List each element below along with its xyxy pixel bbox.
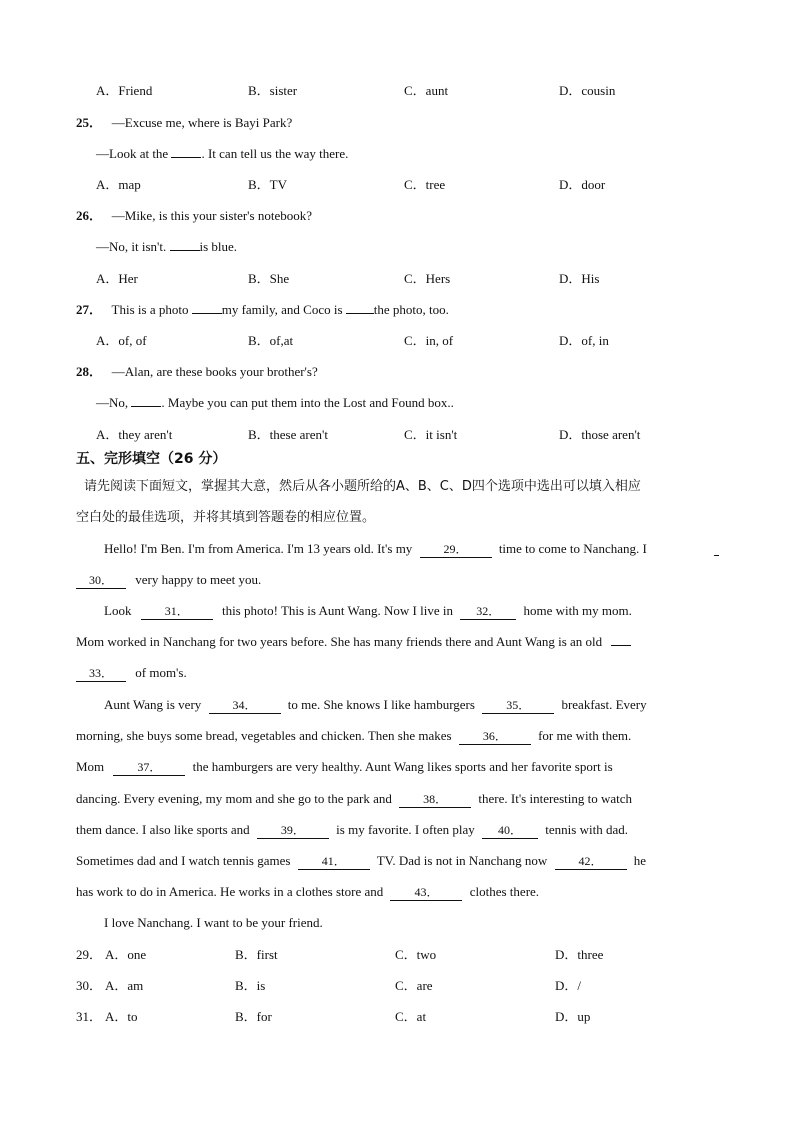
dialogue-text: —No, it isn't.	[96, 239, 167, 254]
question-text: —Mike, is this your sister's notebook?	[111, 208, 312, 223]
passage-text: to me. She knows I like hamburgers	[287, 697, 475, 712]
passage-text: of mom's.	[135, 665, 187, 680]
dialogue-text: . Maybe you can put them into the Lost and Found box..	[161, 395, 454, 410]
passage-text: I love Nanchang. I want to be your friend.	[104, 915, 323, 930]
passage-text: Aunt Wang is very	[104, 697, 202, 712]
passage-text: Hello! I'm Ben. I'm from America. I'm 13 years old. It's my	[104, 541, 413, 556]
option-b: B．TV	[248, 177, 288, 192]
blank-40: 40．	[482, 823, 538, 839]
blank-36: 36．	[459, 729, 531, 745]
option-d: D．door	[559, 177, 606, 192]
option-b: B．first	[235, 947, 278, 962]
option-c: C．at	[395, 1009, 427, 1024]
option-c: C．it isn't	[404, 427, 458, 442]
dialogue-text: is blue.	[199, 239, 238, 254]
answer-blank	[131, 406, 161, 407]
passage-text: time to come to Nanchang. I	[498, 541, 647, 556]
option-a: A．am	[105, 978, 144, 993]
blank-33: 33．	[76, 666, 126, 682]
blank-34: 34．	[209, 698, 281, 714]
option-c: C．two	[395, 947, 437, 962]
question-text: —Excuse me, where is Bayi Park?	[111, 115, 293, 130]
option-d: D．of, in	[559, 333, 609, 348]
passage-text: breakfast. Every	[561, 697, 647, 712]
passage-text: home with my mom.	[523, 603, 632, 618]
blank-32: 32．	[460, 604, 516, 620]
question-number: 25．	[76, 115, 103, 130]
passage-text: very happy to meet you.	[135, 572, 262, 587]
option-a: A．Her	[96, 271, 138, 286]
option-c: C．are	[395, 978, 433, 993]
blank-43: 43．	[390, 885, 462, 901]
blank-31: 31．	[141, 604, 213, 620]
option-b: B．these aren't	[248, 427, 328, 442]
option-b: B．is	[235, 978, 266, 993]
option-a: A．Friend	[96, 83, 153, 98]
passage-text: the hamburgers are very healthy. Aunt Wang likes sports and her favorite sport is	[192, 759, 613, 774]
question-number: 28．	[76, 364, 103, 379]
option-a: A．one	[105, 947, 147, 962]
option-a: A．they aren't	[96, 427, 173, 442]
passage-text: for me with them.	[538, 728, 632, 743]
option-d: D．His	[559, 271, 600, 286]
option-b: B．She	[248, 271, 290, 286]
answer-blank	[171, 157, 201, 158]
option-d: D．cousin	[559, 83, 616, 98]
dialogue-text: . It can tell us the way there.	[201, 146, 349, 161]
question-text: my family, and Coco is	[221, 302, 343, 317]
passage-text: Look	[104, 603, 132, 618]
question-number: 27．	[76, 302, 103, 317]
option-d: D．those aren't	[559, 427, 641, 442]
option-b: B．for	[235, 1009, 272, 1024]
passage-text: this photo! This is Aunt Wang. Now I live in	[221, 603, 453, 618]
blank-38: 38．	[399, 792, 471, 808]
passage-text: Mom	[76, 759, 105, 774]
blank-fragment	[714, 555, 719, 556]
answer-blank	[170, 250, 200, 251]
option-a: A．to	[105, 1009, 138, 1024]
option-b: B．of,at	[248, 333, 294, 348]
passage-text: clothes there.	[469, 884, 540, 899]
blank-41: 41．	[298, 854, 370, 870]
option-d: D．three	[555, 947, 604, 962]
option-d: D．/	[555, 978, 582, 993]
question-number: 29．	[76, 947, 103, 962]
section-instruction: 请先阅读下面短文，掌握其大意，然后从各小题所给的A、B、C、D四个选项中选出可以填入相应	[84, 479, 641, 494]
passage-text: is my favorite. I often play	[336, 822, 475, 837]
question-number: 26．	[76, 208, 103, 223]
question-text: This is a photo	[111, 302, 189, 317]
option-d: D．up	[555, 1009, 591, 1024]
blank-29: 29．	[420, 542, 492, 558]
blank-39: 39．	[257, 823, 329, 839]
passage-text: tennis with dad.	[545, 822, 628, 837]
passage-text: them dance. I also like sports and	[76, 822, 250, 837]
blank-42: 42．	[555, 854, 627, 870]
question-text: —Alan, are these books your brother's?	[111, 364, 318, 379]
question-number: 31．	[76, 1009, 103, 1024]
dialogue-text: —Look at the	[96, 146, 169, 161]
passage-text: Sometimes dad and I watch tennis games	[76, 853, 291, 868]
option-c: C．aunt	[404, 83, 449, 98]
answer-blank	[192, 313, 222, 314]
blank-37: 37．	[113, 760, 185, 776]
blank-35: 35．	[482, 698, 554, 714]
answer-blank	[346, 313, 374, 314]
passage-text: he	[633, 853, 647, 868]
option-c: C．Hers	[404, 271, 451, 286]
section-instruction: 空白处的最佳选项，并将其填到答题卷的相应位置。	[76, 510, 376, 525]
option-a: A．map	[96, 177, 141, 192]
passage-text: Mom worked in Nanchang for two years before. She has many friends there and Aunt Wang is an old	[76, 634, 603, 649]
section-title: 五、完形填空（26 分）	[76, 451, 227, 467]
passage-text: morning, she buys some bread, vegetables and chicken. Then she makes	[76, 728, 452, 743]
passage-text: has work to do in America. He works in a clothes store and	[76, 884, 384, 899]
option-c: C．in, of	[404, 333, 454, 348]
passage-text: TV. Dad is not in Nanchang now	[376, 853, 548, 868]
question-text: the photo, too.	[373, 302, 449, 317]
blank-fragment	[611, 645, 631, 646]
option-c: C．tree	[404, 177, 446, 192]
option-b: B．sister	[248, 83, 298, 98]
passage-text: dancing. Every evening, my mom and she go to the park and	[76, 791, 392, 806]
option-a: A．of, of	[96, 333, 147, 348]
passage-text: there. It's interesting to watch	[478, 791, 633, 806]
blank-30: 30．	[76, 573, 126, 589]
dialogue-text: —No,	[96, 395, 129, 410]
question-number: 30．	[76, 978, 103, 993]
